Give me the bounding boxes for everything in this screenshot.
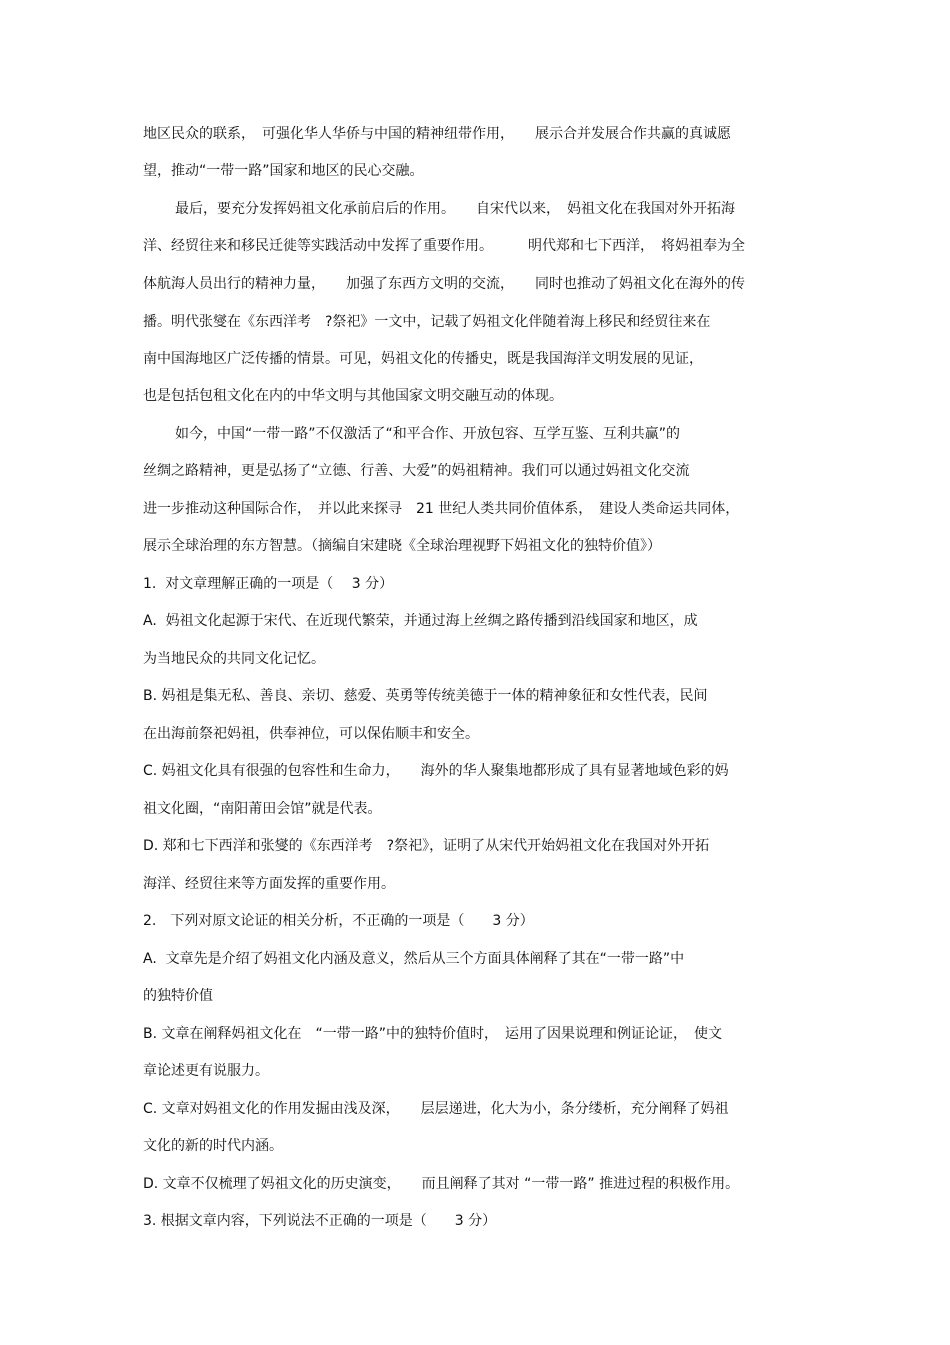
question-1-option-c-cont: 祖文化圈，“南阳莆田会馆”就是代表。 [143,801,382,817]
question-2-option-c: C. 文章对妈祖文化的作用发掘由浅及深， 层层递进，化大为小，条分缕析，充分阐释了妈祖 [143,1101,729,1117]
text-line: 体航海人员出行的精神力量， 加强了东西方文明的交流， 同时也推动了妈祖文化在海外的传 [143,276,745,292]
question-1-option-b-cont: 在出海前祭祀妈祖，供奉神位，可以保佑顺丰和安全。 [143,726,479,742]
question-2-option-c-cont: 文化的新的时代内涵。 [143,1138,283,1154]
text-line: 播。明代张燮在《东西洋考 ?祭祀》一文中，记载了妈祖文化伴随着海上移民和经贸往来在 [143,314,711,330]
text-line: 如今，中国“一带一路”不仅激活了“和平合作、开放包容、互学互鉴、互利共赢”的 [175,426,681,442]
question-1-option-d: D. 郑和七下西洋和张燮的《东西洋考 ?祭祀》，证明了从宋代开始妈祖文化在我国对外开拓 [143,838,710,854]
text-line: 也是包括包租文化在内的中华文明与其他国家文明交融互动的体现。 [143,388,563,404]
text-line: 望，推动“一带一路”国家和地区的民心交融。 [143,163,424,179]
question-2-option-a-cont: 的独特价值 [143,988,213,1004]
question-1-option-c: C. 妈祖文化具有很强的包容性和生命力， 海外的华人聚集地都形成了具有显著地域色彩的妈 [143,763,729,779]
text-line: 丝绸之路精神，更是弘扬了“立德、行善、大爱”的妈祖精神。我们可以通过妈祖文化交流 [143,463,690,479]
question-1-option-a: A. 妈祖文化起源于宋代、在近现代繁荣，并通过海上丝绸之路传播到沿线国家和地区，成 [143,613,698,629]
question-2-option-a: A. 文章先是介绍了妈祖文化内涵及意义，然后从三个方面具体阐释了其在“一带一路”中 [143,951,685,967]
question-1-option-a-cont: 为当地民众的共同文化记忆。 [143,651,325,667]
text-line: 最后，要充分发挥妈祖文化承前启后的作用。 自宋代以来， 妈祖文化在我国对外开拓海 [175,201,735,217]
question-1-stem: 1. 对文章理解正确的一项是（ 3 分） [143,576,394,592]
question-1-option-b: B. 妈祖是集无私、善良、亲切、慈爱、英勇等传统美德于一体的精神象征和女性代表，民间 [143,688,708,704]
text-line: 地区民众的联系， 可强化华人华侨与中国的精神纽带作用， 展示合并发展合作共赢的真诚愿 [143,126,731,142]
text-line: 进一步推动这种国际合作， 并以此来探寻 21 世纪人类共同价值体系， 建设人类命运共同体， [143,501,740,517]
text-line: 洋、经贸往来和移民迁徙等实践活动中发挥了重要作用。 明代郑和七下西洋， 将妈祖奉为全 [143,238,745,254]
question-2-option-b-cont: 章论述更有说服力。 [143,1063,269,1079]
text-line: 展示全球治理的东方智慧。（摘编自宋建晓《全球治理视野下妈祖文化的独特价值》） [143,538,661,554]
question-1-option-d-cont: 海洋、经贸往来等方面发挥的重要作用。 [143,876,395,892]
question-2-stem: 2. 下列对原文论证的相关分析，不正确的一项是（ 3 分） [143,913,534,929]
question-2-option-b: B. 文章在阐释妈祖文化在 “一带一路”中的独特价值时， 运用了因果说理和例证论证， 使文 [143,1026,723,1042]
question-3-stem: 3. 根据文章内容，下列说法不正确的一项是（ 3 分） [143,1213,497,1229]
question-2-option-d: D. 文章不仅梳理了妈祖文化的历史演变， 而且阐释了其对 “一带一路” 推进过程的积极作用。 [143,1176,740,1192]
text-line: 南中国海地区广泛传播的情景。可见，妈祖文化的传播史，既是我国海洋文明发展的见证， [143,351,703,367]
